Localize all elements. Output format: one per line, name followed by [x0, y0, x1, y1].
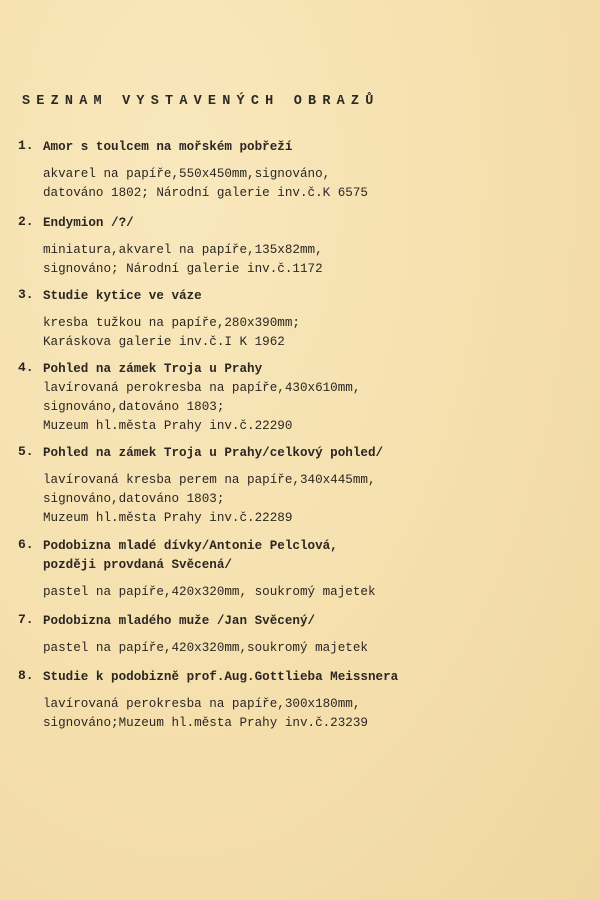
- item-number: 7.: [18, 612, 34, 627]
- list-item: [18, 360, 360, 436]
- list-item: [18, 214, 323, 279]
- item-number: 5.: [18, 444, 34, 459]
- item-detail: signováno;Muzeum hl.města Prahy inv.č.23239: [43, 716, 368, 730]
- item-detail: pastel na papíře,420x320mm,soukromý majetek: [43, 641, 368, 655]
- item-detail: kresba tužkou na papíře,280x390mm;: [43, 316, 300, 330]
- document-title: SEZNAM VYSTAVENÝCH OBRAZŮ: [22, 94, 380, 109]
- list-item: [18, 444, 383, 528]
- item-detail: akvarel na papíře,550x450mm,signováno,: [43, 167, 331, 181]
- item-detail: miniatura,akvarel na papíře,135x82mm,: [43, 243, 323, 257]
- item-title: Podobizna mladého muže /Jan Svěcený/: [43, 614, 316, 628]
- item-number: 1.: [18, 138, 34, 153]
- item-title: Endymion /?/: [43, 216, 134, 230]
- item-title: Pohled na zámek Troja u Prahy/celkový pohled/: [43, 446, 384, 460]
- item-detail: lavírovaná perokresba na papíře,300x180mm,: [43, 697, 361, 711]
- item-title: Pohled na zámek Troja u Prahy: [43, 362, 263, 376]
- item-detail: signováno,datováno 1803;: [43, 400, 225, 414]
- item-detail: Karáskova galerie inv.č.I K 1962: [43, 335, 285, 349]
- item-detail: signováno; Národní galerie inv.č.1172: [43, 262, 323, 276]
- item-title: Studie k podobizně prof.Aug.Gottlieba Meissnera: [43, 670, 399, 684]
- item-detail: pastel na papíře,420x320mm, soukromý majetek: [43, 585, 376, 599]
- item-detail: lavírovaná kresba perem na papíře,340x445mm,: [43, 473, 376, 487]
- item-detail: lavírovaná perokresba na papíře,430x610mm,: [43, 381, 361, 395]
- item-number: 3.: [18, 287, 34, 302]
- item-number: 4.: [18, 360, 34, 375]
- list-item: [18, 668, 398, 733]
- item-number: 8.: [18, 668, 34, 683]
- list-item: [18, 138, 368, 203]
- item-title: Podobizna mladé dívky/Antonie Pelclová,: [43, 539, 338, 553]
- item-detail: signováno,datováno 1803;: [43, 492, 225, 506]
- item-detail: Muzeum hl.města Prahy inv.č.22290: [43, 419, 293, 433]
- item-number: 6.: [18, 537, 34, 552]
- list-item: [18, 537, 376, 602]
- item-title: Studie kytice ve váze: [43, 289, 202, 303]
- item-number: 2.: [18, 214, 34, 229]
- item-detail: datováno 1802; Národní galerie inv.č.K 6575: [43, 186, 368, 200]
- list-item: [18, 612, 368, 658]
- list-item: [18, 287, 300, 352]
- item-title: Amor s toulcem na mořském pobřeží: [43, 140, 293, 154]
- item-title: později provdaná Svěcená/: [43, 558, 232, 572]
- item-detail: Muzeum hl.města Prahy inv.č.22289: [43, 511, 293, 525]
